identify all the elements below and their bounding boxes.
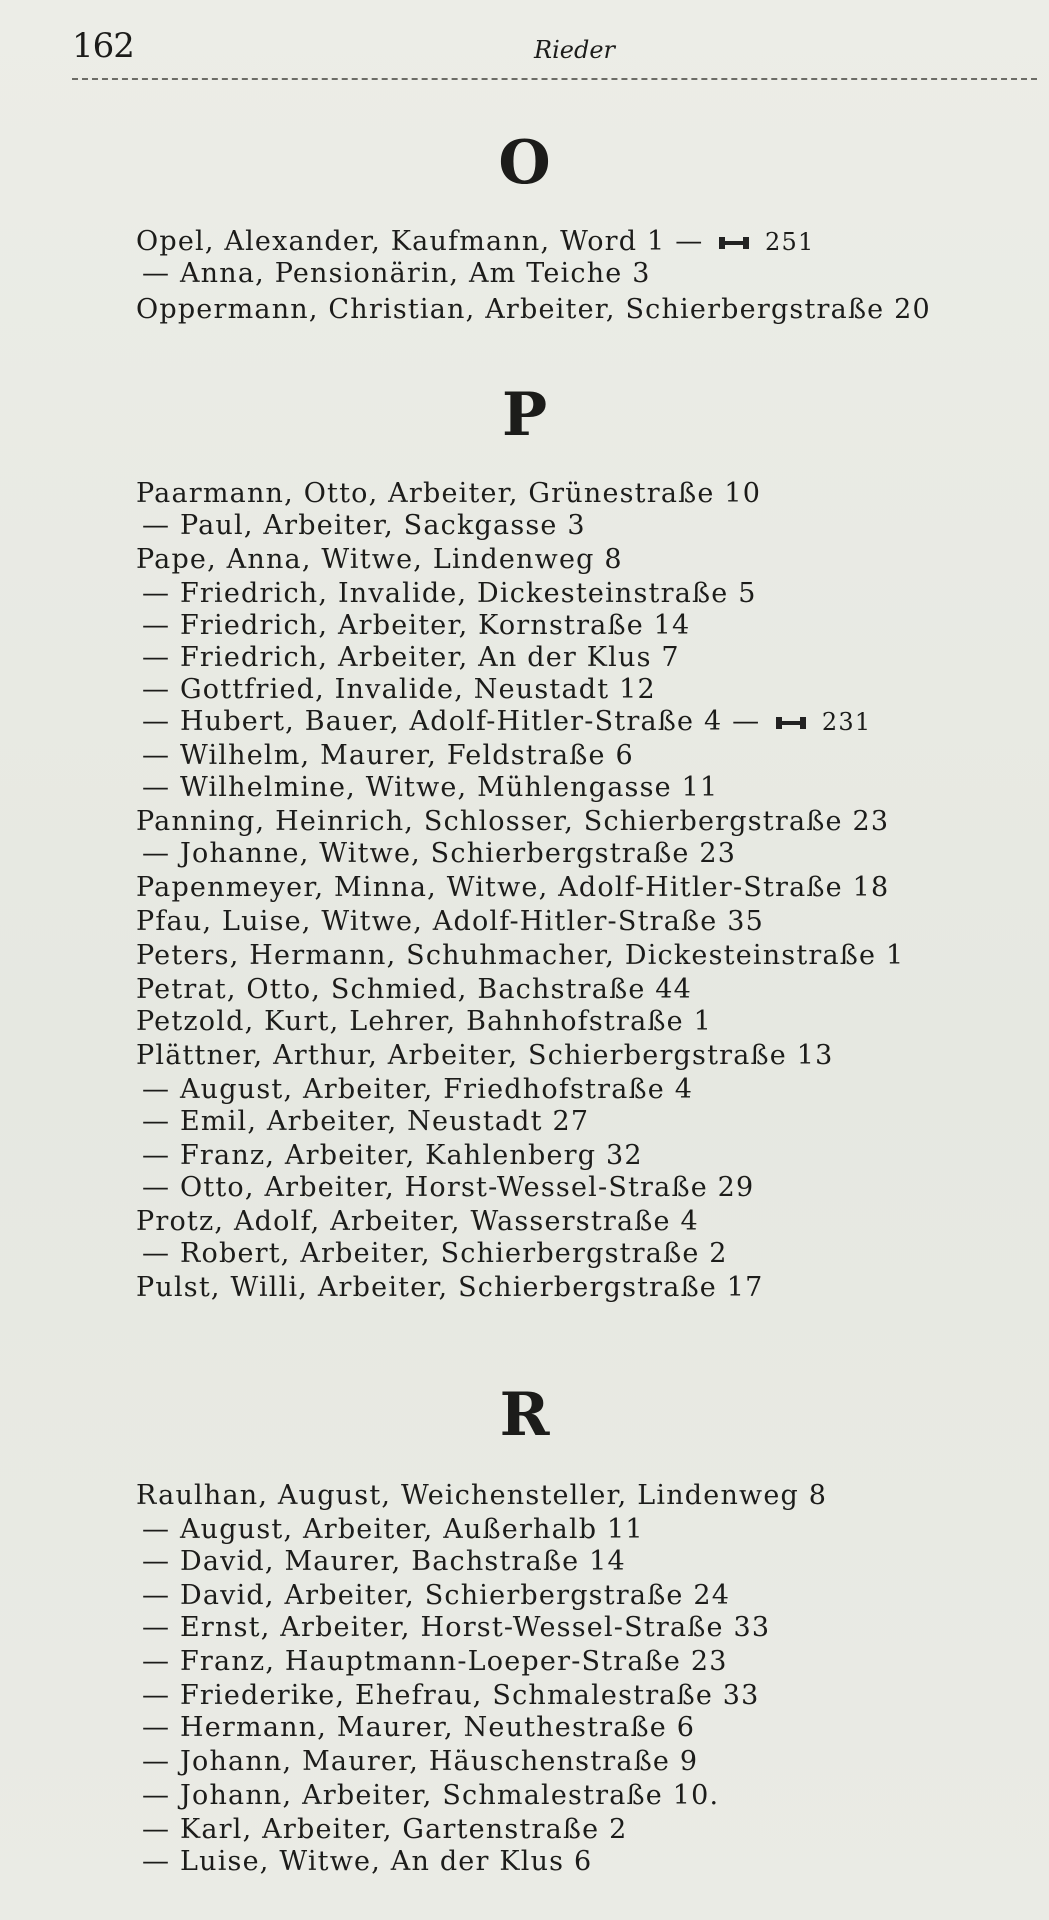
entry: — David, Arbeiter, Schierbergstraße 24 <box>142 1580 731 1611</box>
section-letter-o: O <box>498 128 551 198</box>
telephone-icon <box>719 237 749 249</box>
entry: — Gottfried, Invalide, Neustadt 12 <box>142 674 656 705</box>
entry: — Johann, Arbeiter, Schmalestraße 10. <box>142 1780 720 1811</box>
entry: — Wilhelm, Maurer, Feldstraße 6 <box>142 740 634 771</box>
phone-number: 251 <box>765 228 815 256</box>
entry: Pape, Anna, Witwe, Lindenweg 8 <box>136 544 623 575</box>
entry: Panning, Heinrich, Schlosser, Schierbergstraße 23 <box>136 806 890 837</box>
telephone-icon <box>776 717 806 729</box>
entry: — Robert, Arbeiter, Schierbergstraße 2 <box>142 1238 728 1269</box>
entry: — Friederike, Ehefrau, Schmalestraße 33 <box>142 1680 760 1711</box>
entry: — Emil, Arbeiter, Neustadt 27 <box>142 1106 590 1137</box>
entry: — Anna, Pensionärin, Am Teiche 3 <box>142 258 651 289</box>
entry: Plättner, Arthur, Arbeiter, Schierbergstraße 13 <box>136 1040 834 1071</box>
page-number: 162 <box>72 26 134 66</box>
entry: — Johann, Maurer, Häuschenstraße 9 <box>142 1746 699 1777</box>
entry: — Johanne, Witwe, Schierbergstraße 23 <box>142 838 737 869</box>
entry <box>136 226 814 257</box>
entry: Petrat, Otto, Schmied, Bachstraße 44 <box>136 974 693 1005</box>
entry: Peters, Hermann, Schuhmacher, Dickesteinstraße 1 <box>136 940 905 971</box>
entry-text: — Hubert, Bauer, Adolf-Hitler-Straße 4 — <box>142 706 761 737</box>
entry: — Wilhelmine, Witwe, Mühlengasse 11 <box>142 772 719 803</box>
entry: — Franz, Arbeiter, Kahlenberg 32 <box>142 1140 643 1171</box>
page-header <box>72 22 1037 82</box>
section-letter-r: R <box>499 1380 550 1450</box>
entry: — Karl, Arbeiter, Gartenstraße 2 <box>142 1814 628 1845</box>
running-head: Rieder <box>534 36 615 64</box>
entry: — Hermann, Maurer, Neuthestraße 6 <box>142 1712 696 1743</box>
entry: — Franz, Hauptmann-Loeper-Straße 23 <box>142 1646 728 1677</box>
entry <box>142 706 871 737</box>
entry: Raulhan, August, Weichensteller, Lindenweg 8 <box>136 1480 828 1511</box>
entry: Oppermann, Christian, Arbeiter, Schierbergstraße 20 <box>136 294 931 325</box>
section-letter-p: P <box>501 380 548 450</box>
entry: — David, Maurer, Bachstraße 14 <box>142 1546 626 1577</box>
entry: Petzold, Kurt, Lehrer, Bahnhofstraße 1 <box>136 1006 712 1037</box>
entry: Papenmeyer, Minna, Witwe, Adolf-Hitler-Straße 18 <box>136 872 890 903</box>
phone-number: 231 <box>821 708 872 736</box>
entry: — Friedrich, Arbeiter, An der Klus 7 <box>142 642 680 673</box>
entry: — Paul, Arbeiter, Sackgasse 3 <box>142 510 586 541</box>
entry: — Luise, Witwe, An der Klus 6 <box>142 1846 593 1877</box>
entry-text: Opel, Alexander, Kaufmann, Word 1 — <box>136 226 704 257</box>
header-rule <box>72 78 1037 80</box>
entry: Paarmann, Otto, Arbeiter, Grünestraße 10 <box>136 478 762 509</box>
entry: — August, Arbeiter, Außerhalb 11 <box>142 1514 644 1545</box>
entry: — Otto, Arbeiter, Horst-Wessel-Straße 29 <box>142 1172 755 1203</box>
entry: Pfau, Luise, Witwe, Adolf-Hitler-Straße 35 <box>136 906 764 937</box>
entry: — Friedrich, Arbeiter, Kornstraße 14 <box>142 610 691 641</box>
entry: — Friedrich, Invalide, Dickesteinstraße 5 <box>142 578 757 609</box>
entry: — Ernst, Arbeiter, Horst-Wessel-Straße 33 <box>142 1612 771 1643</box>
entry: Protz, Adolf, Arbeiter, Wasserstraße 4 <box>136 1206 699 1237</box>
entry: — August, Arbeiter, Friedhofstraße 4 <box>142 1074 694 1105</box>
entry: Pulst, Willi, Arbeiter, Schierbergstraße 17 <box>136 1272 764 1303</box>
